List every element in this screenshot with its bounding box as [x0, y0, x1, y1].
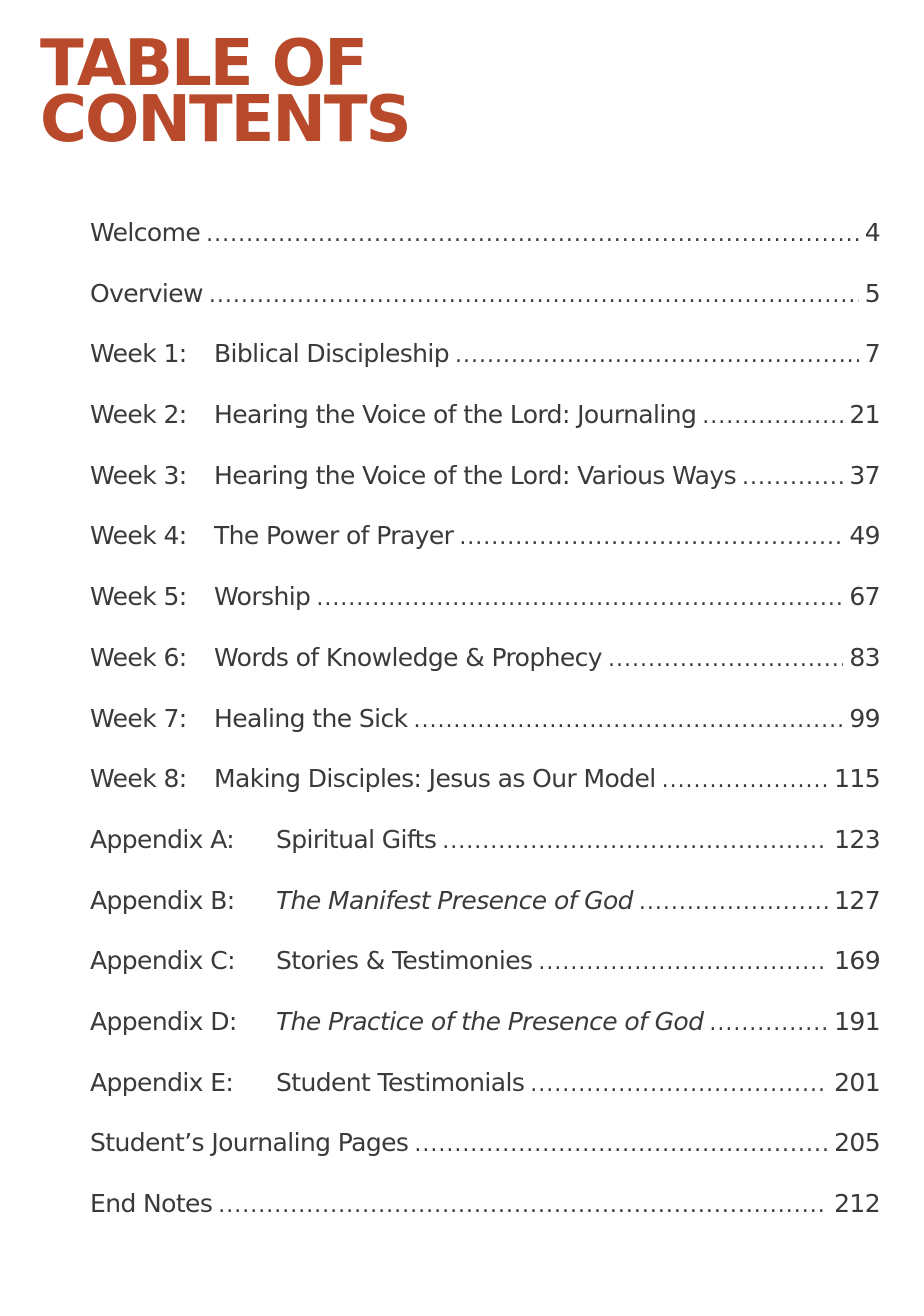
- toc-entry-title: Stories & Testimonies: [276, 946, 533, 976]
- toc-page-number: 123: [834, 824, 880, 854]
- toc-entry-week-5[interactable]: [90, 582, 880, 643]
- dot-leader: [455, 343, 859, 368]
- toc-entry-label: Week 2:: [90, 400, 187, 430]
- toc-entry-title: Hearing the Voice of the Lord: Various Ways: [214, 460, 736, 490]
- dot-leader: [316, 586, 843, 611]
- toc-entry-journaling-pages[interactable]: [90, 1128, 880, 1189]
- dot-leader: [218, 1193, 828, 1218]
- toc-page-number: 5: [864, 278, 880, 308]
- toc-entry-label: Week 7:: [90, 703, 187, 733]
- toc-page-number: 191: [834, 1006, 880, 1036]
- dot-leader: [742, 465, 843, 490]
- toc-entry-week-2[interactable]: [90, 400, 880, 461]
- toc-entry-title: The Practice of the Presence of God: [276, 1006, 704, 1036]
- toc-entry-appendix-a[interactable]: [90, 825, 880, 886]
- toc-page-number: 212: [834, 1189, 880, 1218]
- toc-entry-title: Biblical Discipleship: [214, 339, 450, 369]
- toc-entry-title: Student’s Journaling Pages: [90, 1128, 409, 1158]
- toc-entry-label: Week 1:: [90, 339, 187, 369]
- dot-leader: [530, 1072, 828, 1097]
- toc-entry-appendix-d[interactable]: [90, 1007, 880, 1068]
- toc-entry-appendix-c[interactable]: [90, 946, 880, 1007]
- toc-entry-label: Appendix D:: [90, 1006, 237, 1036]
- toc-entry-title: The Power of Prayer: [214, 521, 454, 551]
- toc-page-number: 49: [849, 521, 880, 551]
- toc-entry-label: Appendix E:: [90, 1067, 234, 1097]
- dot-leader: [702, 404, 843, 429]
- toc-entry-end-notes[interactable]: [90, 1189, 880, 1250]
- title-line-1: TABLE OF: [40, 27, 366, 101]
- toc-entry-label: Week 5:: [90, 582, 187, 612]
- toc-page-number: 169: [834, 946, 880, 976]
- toc-entry-welcome[interactable]: [90, 218, 880, 279]
- page-title: [40, 27, 410, 157]
- toc-entry-week-1[interactable]: [90, 339, 880, 400]
- toc-entry-week-4[interactable]: [90, 521, 880, 582]
- dot-leader: [709, 1011, 828, 1036]
- toc-entry-title: Hearing the Voice of the Lord: Journaling: [214, 400, 697, 430]
- toc-entry-title: End Notes: [90, 1189, 213, 1218]
- toc-page-number: 67: [849, 582, 880, 612]
- toc-page-number: 21: [849, 400, 880, 430]
- toc-page-number: 99: [849, 703, 880, 733]
- dot-leader: [414, 1132, 828, 1157]
- dot-leader: [413, 708, 843, 733]
- dot-leader: [209, 283, 859, 308]
- toc-entry-label: Week 8:: [90, 764, 187, 794]
- toc-entry-title: Making Disciples: Jesus as Our Model: [214, 764, 656, 794]
- toc-entry-title: Words of Knowledge & Prophecy: [214, 642, 602, 672]
- toc-entry-title: Worship: [214, 582, 311, 612]
- toc-entry-title: Student Testimonials: [276, 1067, 525, 1097]
- dot-leader: [206, 222, 859, 247]
- dot-leader: [608, 647, 843, 672]
- toc-entry-title: Spiritual Gifts: [276, 824, 437, 854]
- toc-entry-label: Appendix C:: [90, 946, 235, 976]
- toc-entry-title: Overview: [90, 278, 203, 308]
- table-of-contents: [90, 218, 880, 1250]
- toc-entry-week-6[interactable]: [90, 643, 880, 704]
- toc-page-number: 205: [834, 1128, 880, 1158]
- toc-page-number: 127: [834, 885, 880, 915]
- toc-entry-appendix-b[interactable]: [90, 886, 880, 947]
- toc-entry-appendix-e[interactable]: [90, 1068, 880, 1129]
- toc-entry-title: Welcome: [90, 218, 201, 247]
- toc-entry-label: Week 3:: [90, 460, 187, 490]
- title-line-2: CONTENTS: [40, 83, 410, 157]
- toc-page-number: 4: [864, 218, 880, 247]
- toc-entry-label: Appendix A:: [90, 824, 235, 854]
- toc-page-number: 115: [834, 764, 880, 794]
- toc-entry-week-3[interactable]: [90, 461, 880, 522]
- toc-page-number: 201: [834, 1067, 880, 1097]
- dot-leader: [538, 950, 828, 975]
- toc-page-number: 83: [849, 642, 880, 672]
- toc-entry-overview[interactable]: [90, 279, 880, 340]
- toc-entry-label: Appendix B:: [90, 885, 235, 915]
- toc-entry-label: Week 6:: [90, 642, 187, 672]
- dot-leader: [442, 829, 828, 854]
- toc-entry-title: Healing the Sick: [214, 703, 408, 733]
- toc-page-number: 7: [864, 339, 880, 369]
- toc-page-number: 37: [849, 460, 880, 490]
- dot-leader: [662, 768, 829, 793]
- dot-leader: [459, 525, 843, 550]
- toc-entry-week-7[interactable]: [90, 704, 880, 765]
- toc-entry-week-8[interactable]: [90, 764, 880, 825]
- toc-entry-title: The Manifest Presence of God: [276, 885, 633, 915]
- toc-entry-label: Week 4:: [90, 521, 187, 551]
- dot-leader: [639, 890, 828, 915]
